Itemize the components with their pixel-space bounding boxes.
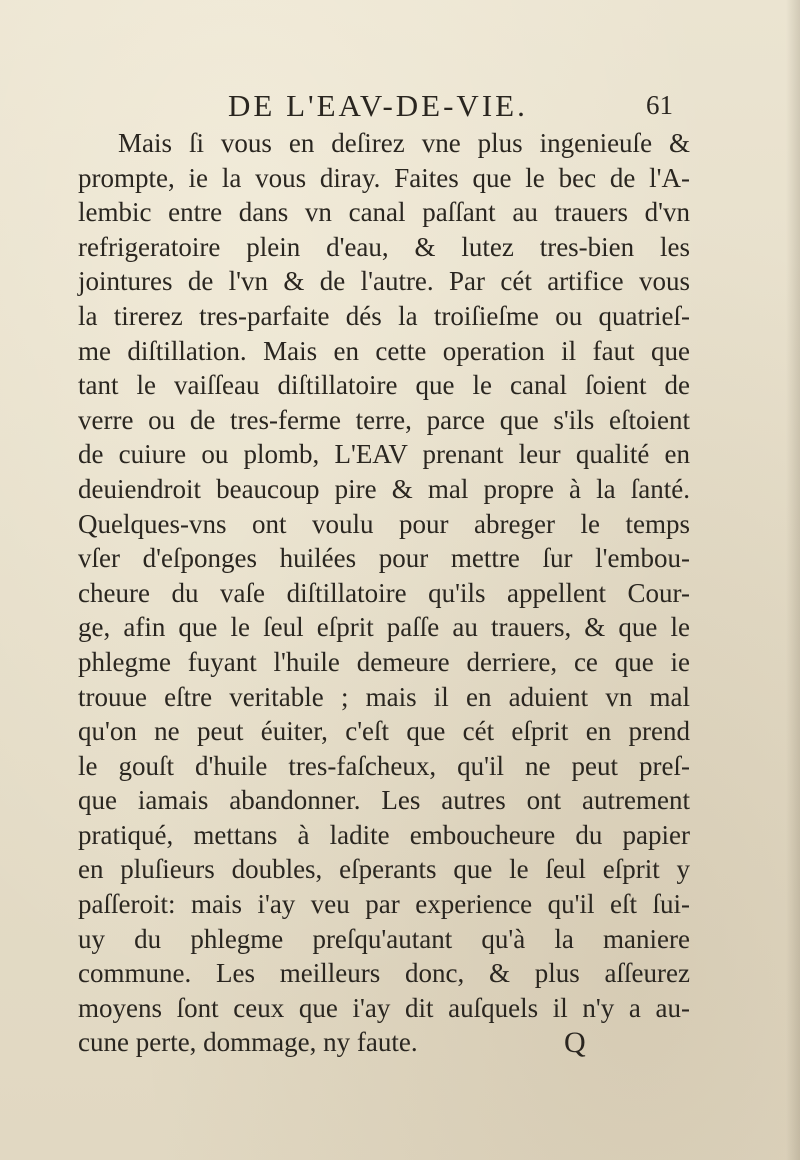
text-line: commune. Les meilleurs donc, & plus aſſeurez	[78, 958, 690, 989]
text-line: prompte, ie la vous diray. Faites que le bec de l'A-	[78, 162, 690, 193]
text-line: que iamais abandonner. Les autres ont autrement	[78, 785, 690, 816]
text-line: pratiqué, mettans à ladite emboucheure du papier	[78, 819, 690, 850]
text-line: refrigeratoire plein d'eau, & lutez tres-bien les	[78, 231, 690, 262]
body-text	[78, 126, 690, 1060]
catchword: Q	[564, 1026, 586, 1059]
text-line: le gouſt d'huile tres-faſcheux, qu'il ne peut preſ-	[78, 750, 690, 781]
text-line: me diſtillation. Mais en cette operation il faut que	[78, 335, 690, 366]
running-title: DE L'EAV-DE-VIE.	[228, 88, 528, 123]
text-line: trouue eſtre veritable ; mais il en aduient vn mal	[78, 681, 690, 712]
text-line: ge, afin que le ſeul eſprit paſſe au trauers, & que le	[78, 612, 690, 643]
text-line: cheure du vaſe diſtillatoire qu'ils appellent Cour-	[78, 577, 690, 608]
text-line: de cuiure ou plomb, L'EAV prenant leur qualité en	[78, 439, 690, 470]
running-head	[0, 88, 800, 128]
page-edge-shadow	[786, 0, 800, 1160]
text-line: cune perte, dommage, ny faute.	[78, 1027, 418, 1058]
text-line: la tirerez tres-parfaite dés la troiſieſme ou quatrieſ-	[78, 300, 690, 331]
text-line: phlegme fuyant l'huile demeure derriere, ce que ie	[78, 646, 690, 677]
text-line: vſer d'eſponges huilées pour mettre ſur l'embou-	[78, 543, 690, 574]
page-number: 61	[646, 90, 673, 120]
text-line: jointures de l'vn & de l'autre. Par cét artifice vous	[78, 266, 690, 297]
text-line: paſſeroit: mais i'ay veu par experience qu'il eſt ſui-	[78, 889, 690, 920]
text-line: verre ou de tres-ferme terre, parce que s'ils eſtoient	[78, 404, 690, 435]
text-line: en pluſieurs doubles, eſperants que le ſeul eſprit y	[78, 854, 690, 885]
text-line: Quelques-vns ont voulu pour abreger le temps	[78, 508, 690, 539]
text-line: lembic entre dans vn canal paſſant au trauers d'vn	[78, 197, 690, 228]
text-line: uy du phlegme preſqu'autant qu'à la maniere	[78, 923, 690, 954]
text-line: deuiendroit beaucoup pire & mal propre à la ſanté.	[78, 473, 690, 504]
text-line: Mais ſi vous en deſirez vne plus ingenieuſe &	[118, 128, 690, 158]
text-line: tant le vaiſſeau diſtillatoire que le canal ſoient de	[78, 370, 690, 401]
text-line: moyens ſont ceux que i'ay dit auſquels il n'y a au-	[78, 992, 690, 1023]
text-line: qu'on ne peut éuiter, c'eſt que cét eſprit en prend	[78, 716, 690, 747]
